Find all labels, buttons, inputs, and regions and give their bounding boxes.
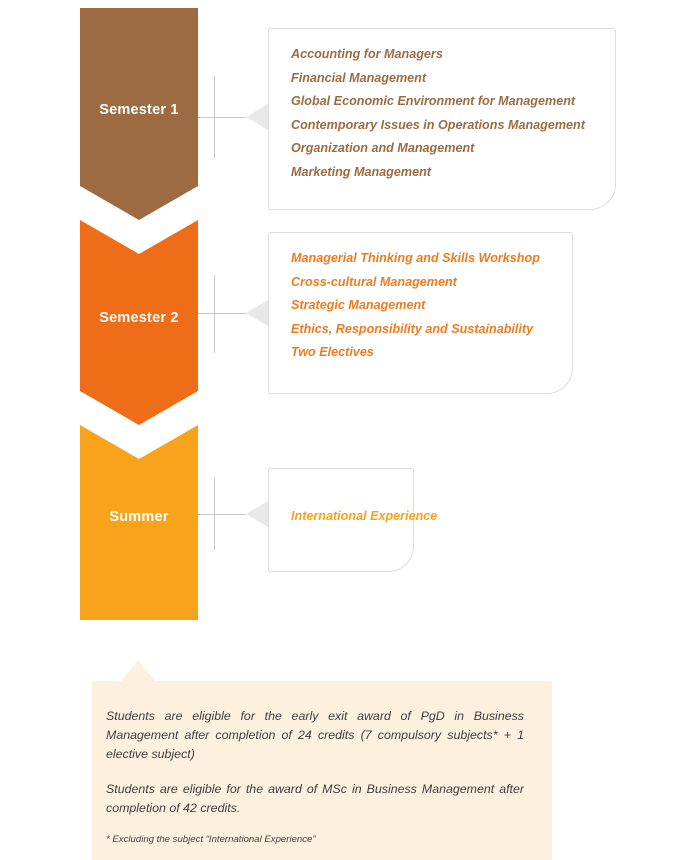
stage-chevron-semester-2 (80, 220, 198, 425)
note-arrow-icon (120, 660, 156, 682)
callout-pointer-summer (246, 501, 268, 527)
connector-tick-summer (214, 478, 215, 550)
course-item: Global Economic Environment for Management (291, 94, 576, 108)
course-card-semester-1 (268, 28, 616, 210)
connector-line-summer (198, 514, 246, 515)
callout-pointer-semester-1 (246, 104, 268, 130)
course-item: Two Electives (291, 345, 374, 359)
course-item: Organization and Management (291, 141, 475, 155)
connector-tick-semester-2 (214, 275, 215, 353)
eligibility-note (92, 681, 552, 860)
callout-pointer-semester-2 (246, 300, 268, 326)
course-item: Accounting for Managers (291, 47, 443, 61)
course-item: Ethics, Responsibility and Sustainability (291, 321, 534, 336)
note-paragraph-2: Students are eligible for the award of MSc in Business Management after completion of 42 credits. (106, 782, 524, 815)
course-card-summer (268, 468, 438, 572)
course-item: Financial Management (291, 70, 427, 85)
course-item: Contemporary Issues in Operations Management (291, 117, 585, 132)
note-paragraph-1: Students are eligible for the early exit award of PgD in Business Management after completion of 24 credits (7 compulsory subjects* + 1 elective subject) (106, 709, 524, 761)
stage-chevron-semester-1 (80, 8, 198, 220)
course-item: Managerial Thinking and Skills Workshop (291, 251, 540, 265)
stage-label-semester-1: Semester 1 (99, 102, 179, 118)
course-item: Strategic Management (291, 298, 426, 312)
stage-label-semester-2: Semester 2 (99, 309, 179, 326)
connector-line-semester-1 (198, 117, 246, 118)
note-footnote: * Excluding the subject “International Experience” (106, 834, 316, 845)
course-card-semester-2 (268, 232, 573, 394)
stage-label-summer: Summer (109, 508, 169, 525)
stage-chevron-summer (80, 425, 198, 620)
connector-line-semester-2 (198, 313, 246, 314)
connector-tick-semester-1 (214, 76, 215, 158)
course-item: Cross-cultural Management (291, 274, 457, 289)
course-item: Marketing Management (291, 164, 431, 179)
course-item: International Experience (291, 509, 438, 523)
